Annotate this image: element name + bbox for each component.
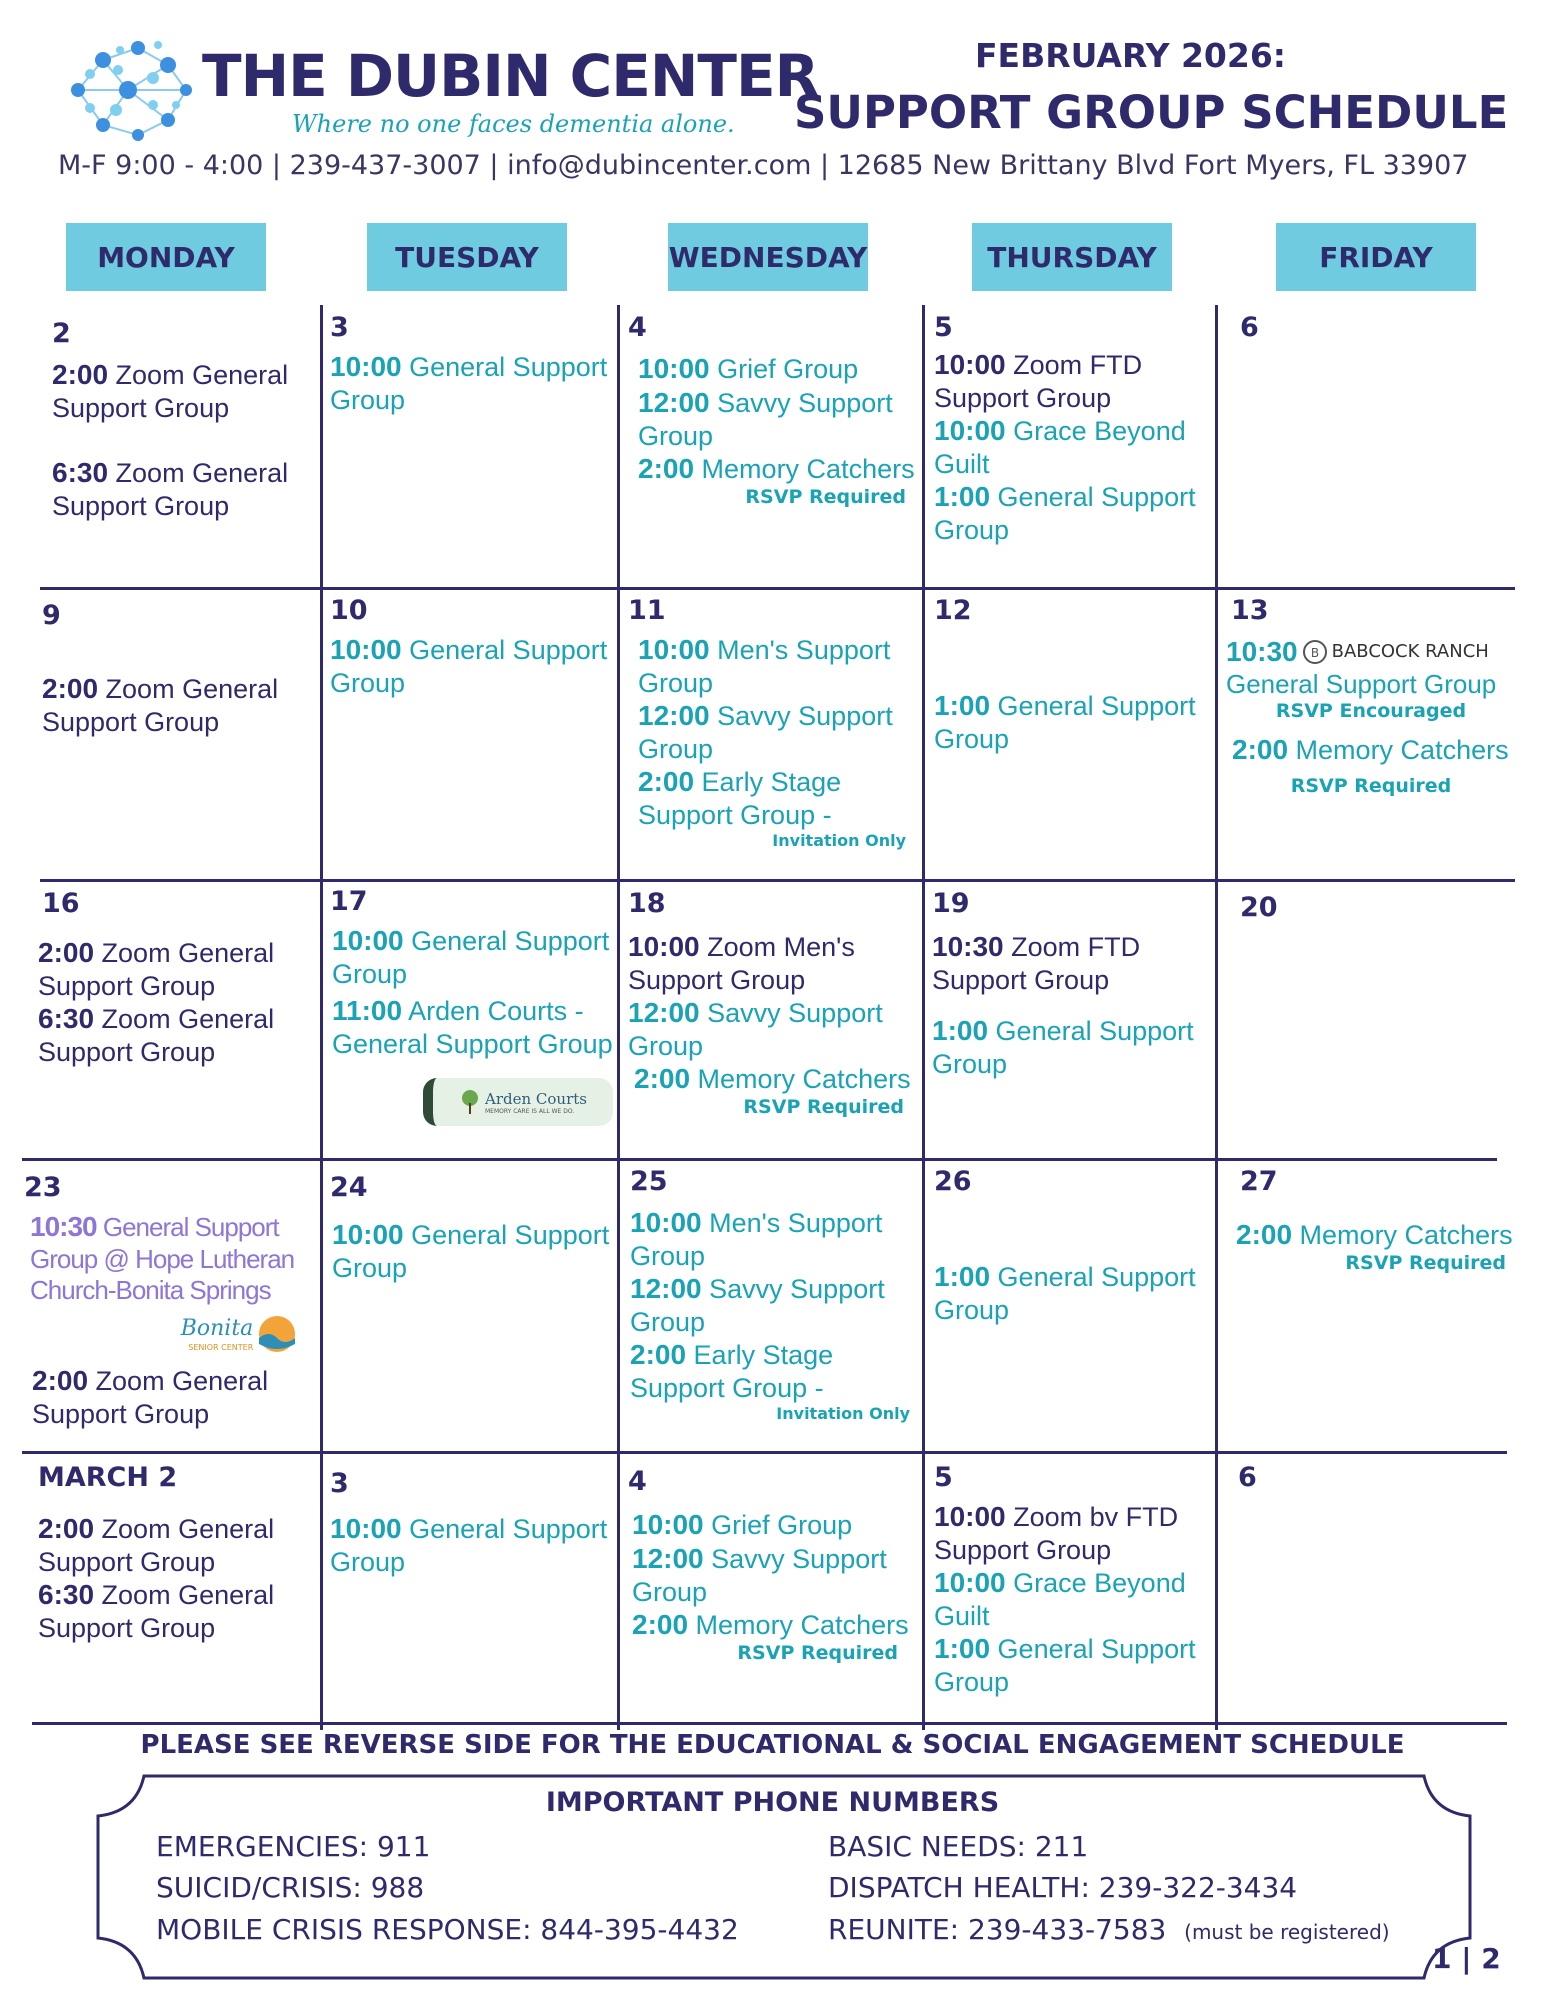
- event: 2:00 Early Stage Support Group -: [638, 766, 842, 830]
- day-header-tuesday: TUESDAY: [367, 223, 567, 291]
- event: 10:30 Zoom FTD Support Group: [932, 931, 1141, 995]
- event: 10:00 Grief Group: [632, 1509, 853, 1541]
- day-number: 11: [628, 595, 666, 626]
- rsvp-note: RSVP Encouraged: [1275, 700, 1467, 723]
- brain-network-logo-icon: [58, 30, 198, 150]
- day-cell: [934, 595, 1206, 755]
- day-number: 24: [330, 1172, 368, 1203]
- event: 1:00 General Support Group: [934, 1633, 1196, 1697]
- phone-mobile-crisis: MOBILE CRISIS RESPONSE: 844-395-4432: [156, 1913, 739, 1946]
- day-number: 4: [628, 312, 647, 343]
- event: 2:00 Early Stage Support Group -: [630, 1339, 834, 1403]
- event: 10:00 General Support Group: [330, 351, 608, 415]
- day-cell: [38, 1462, 314, 1644]
- event: 10:00 Grief Group: [638, 353, 859, 385]
- event: 10:00 Zoom bv FTD Support Group: [934, 1501, 1179, 1565]
- day-number: 3: [330, 312, 349, 343]
- event: 12:00 Savvy Support Group: [638, 386, 893, 451]
- day-cell: [628, 888, 918, 1119]
- invitation-note: Invitation Only: [772, 831, 906, 851]
- event: 2:00 Memory Catchers: [1236, 1219, 1513, 1251]
- day-number: 3: [330, 1468, 349, 1499]
- day-cell: [1226, 595, 1516, 797]
- day-number: 26: [934, 1166, 972, 1197]
- rsvp-note: RSVP Required: [745, 485, 906, 508]
- day-cell: [330, 1172, 615, 1284]
- schedule-month: FEBRUARY 2026:: [975, 36, 1287, 75]
- day-cell: [52, 318, 310, 522]
- day-cell: [330, 886, 615, 1126]
- arden-courts-logo: Arden Courts MEMORY CARE IS ALL WE DO.: [423, 1078, 613, 1126]
- grid-divider: [1215, 305, 1218, 1730]
- day-number: 20: [1240, 892, 1278, 923]
- day-cell: [628, 1466, 918, 1664]
- event: 10:00 General Support Group: [332, 925, 610, 989]
- day-number: 19: [932, 888, 970, 919]
- grid-divider: [617, 305, 620, 1730]
- day-cell: [38, 888, 312, 1068]
- event: 10:00 Zoom Men's Support Group: [628, 931, 855, 995]
- babcock-ranch-logo-icon: [1302, 639, 1328, 665]
- event: 2:00 Zoom General Support Group: [38, 1513, 275, 1577]
- phone-numbers-title: IMPORTANT PHONE NUMBERS: [545, 1787, 1000, 1818]
- reverse-side-note: PLEASE SEE REVERSE SIDE FOR THE EDUCATIONAL & SOCIAL ENGAGEMENT SCHEDULE: [140, 1730, 1405, 1760]
- event: 2:00 Memory Catchers: [632, 1608, 909, 1640]
- day-cell: [24, 1172, 314, 1430]
- svg-text:B: B: [1310, 646, 1319, 661]
- event: 10:30 General Support Group @ Hope Lutheran Church-Bonita Springs: [30, 1211, 295, 1306]
- event: 2:00 Memory Catchers: [634, 1063, 911, 1095]
- event: 12:00 Savvy Support Group: [630, 1273, 885, 1337]
- day-cell: [934, 1462, 1206, 1698]
- event: 6:30 Zoom General Support Group: [52, 457, 289, 521]
- grid-divider: [40, 879, 1515, 882]
- day-number: MARCH 2: [38, 1462, 178, 1493]
- event: 10:30 B BABCOCK RANCH: [1226, 636, 1489, 668]
- event: 10:00 General Support Group: [330, 1513, 608, 1577]
- event: 2:00 Zoom General Support Group: [32, 1365, 269, 1429]
- event: 11:00 Arden Courts - General Support Group: [332, 995, 613, 1059]
- grid-divider: [22, 1158, 1497, 1161]
- sun-wave-icon: [257, 1314, 297, 1354]
- day-number: 27: [1240, 1166, 1278, 1197]
- phone-reunite: REUNITE: 239-433-7583 (must be registered): [828, 1913, 1390, 1946]
- brand-tagline: Where no one faces dementia alone.: [292, 110, 735, 138]
- event: 10:00 Men's Support Group: [630, 1207, 883, 1271]
- day-cell: [1240, 312, 1500, 344]
- phone-suicide-crisis: SUICID/CRISIS: 988: [156, 1871, 425, 1904]
- day-number: 12: [934, 595, 972, 626]
- day-cell: [330, 1468, 615, 1578]
- event: 2:00 Memory Catchers: [1232, 733, 1509, 765]
- event: 10:00 Grace Beyond Guilt: [934, 1567, 1186, 1631]
- day-cell: [934, 312, 1206, 546]
- day-cell: [628, 595, 918, 851]
- day-number: 18: [628, 888, 666, 919]
- day-cell: [932, 888, 1204, 1080]
- day-header-friday: FRIDAY: [1276, 223, 1476, 291]
- event-title: General Support Group: [1226, 668, 1497, 699]
- event: 2:00 Zoom General Support Group: [38, 937, 275, 1001]
- event: 10:00 General Support Group: [332, 1219, 610, 1283]
- day-number: 6: [1240, 312, 1259, 343]
- day-cell: [934, 1166, 1206, 1326]
- rsvp-note: RSVP Required: [1345, 1251, 1506, 1274]
- event: 1:00 General Support Group: [934, 481, 1196, 545]
- day-number: 13: [1231, 595, 1269, 626]
- day-number: 2: [52, 318, 71, 349]
- event: 10:00 Grace Beyond Guilt: [934, 415, 1186, 479]
- event: 1:00 General Support Group: [934, 690, 1196, 754]
- day-cell: [1240, 892, 1500, 924]
- event: 2:00 Memory Catchers: [638, 452, 915, 484]
- day-cell: [628, 312, 918, 508]
- grid-divider: [320, 305, 323, 1730]
- phone-dispatch-health: DISPATCH HEALTH: 239-322-3434: [828, 1871, 1298, 1904]
- event: 12:00 Savvy Support Group: [628, 997, 883, 1061]
- event: 10:00 Men's Support Group: [638, 634, 891, 698]
- event: 10:00 General Support Group: [330, 634, 608, 698]
- day-header-wednesday: WEDNESDAY: [668, 223, 868, 291]
- day-cell: [1238, 1462, 1498, 1494]
- day-cell: [630, 1166, 920, 1424]
- day-header-thursday: THURSDAY: [972, 223, 1172, 291]
- event: 2:00 Zoom General Support Group: [52, 359, 289, 423]
- rsvp-note: RSVP Required: [743, 1095, 904, 1118]
- day-number: 9: [42, 600, 61, 631]
- schedule-title: SUPPORT GROUP SCHEDULE: [794, 86, 1509, 139]
- event: 12:00 Savvy Support Group: [632, 1542, 887, 1607]
- phone-basic-needs: BASIC NEEDS: 211: [828, 1830, 1089, 1863]
- day-number: 6: [1238, 1462, 1257, 1493]
- event: 10:00 Zoom FTD Support Group: [934, 349, 1143, 413]
- rsvp-note: RSVP Required: [1290, 774, 1452, 797]
- day-number: 5: [934, 312, 953, 343]
- contact-info: M-F 9:00 - 4:00 | 239-437-3007 | info@dubincenter.com | 12685 New Brittany Blvd Fort Myers, FL 33907: [58, 150, 1469, 181]
- reunite-note: (must be registered): [1184, 1920, 1390, 1944]
- event: 1:00 General Support Group: [934, 1261, 1196, 1325]
- day-number: 10: [330, 595, 368, 626]
- day-cell: [330, 595, 612, 699]
- phone-emergencies: EMERGENCIES: 911: [156, 1830, 431, 1863]
- day-header-monday: MONDAY: [66, 223, 266, 291]
- tree-icon: [459, 1089, 481, 1115]
- grid-divider: [22, 1451, 1507, 1454]
- partner-name: BABCOCK RANCH: [1331, 641, 1489, 663]
- grid-divider: [40, 587, 1515, 590]
- rsvp-note: RSVP Required: [737, 1641, 898, 1664]
- event: 2:00 Zoom General Support Group: [42, 673, 279, 737]
- day-number: 17: [330, 886, 368, 917]
- day-cell: [1236, 1166, 1526, 1275]
- invitation-note: Invitation Only: [776, 1404, 910, 1424]
- bonita-senior-center-logo: Bonita SENIOR CENTER: [174, 1310, 304, 1358]
- grid-divider: [922, 305, 925, 1730]
- event: 12:00 Savvy Support Group: [638, 700, 893, 764]
- day-number: 23: [24, 1172, 62, 1203]
- event: 6:30 Zoom General Support Group: [38, 1003, 275, 1067]
- grid-divider: [32, 1722, 1507, 1725]
- day-number: 4: [628, 1466, 647, 1497]
- day-number: 5: [934, 1462, 953, 1493]
- page-number: 1 | 2: [1432, 1942, 1501, 1975]
- day-cell: [42, 600, 312, 738]
- day-cell: [330, 312, 612, 416]
- event: 1:00 General Support Group: [932, 1015, 1194, 1079]
- day-number: 16: [42, 888, 80, 919]
- day-number: 25: [630, 1166, 668, 1197]
- event: 6:30 Zoom General Support Group: [38, 1579, 275, 1643]
- brand-name: THE DUBIN CENTER: [202, 42, 819, 110]
